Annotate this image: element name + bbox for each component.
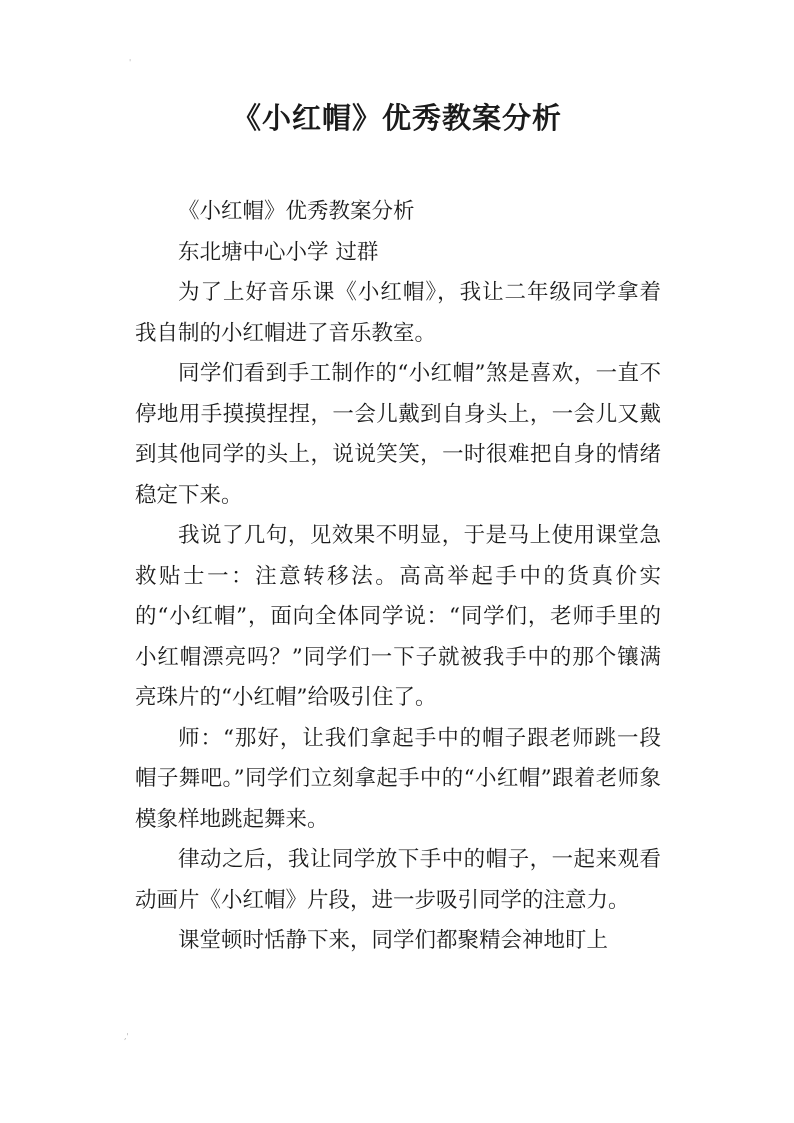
- paragraph: 我说了几句，见效果不明显，于是马上使用课堂急救贴士一：注意转移法。高高举起手中的货真价实的“小红帽”，面向全体同学说：“同学们，老师手里的小红帽漂亮吗？”同学们一下子就被我手中的那个镶满亮珠片的“小红帽”给吸引住了。: [135, 523, 661, 710]
- document-title: 《小红帽》优秀教案分析: [231, 101, 562, 135]
- author-line: 东北塘中心小学 过群: [178, 239, 379, 265]
- paragraph: 课堂顿时恬静下来，同学们都聚精会神地盯上: [178, 928, 609, 953]
- document-body: [135, 192, 661, 962]
- paragraph: 师：“那好，让我们拿起手中的帽子跟老师跳一段帽子舞吧。”同学们立刻拿起手中的“小红帽”跟着老师象模象样地跳起舞来。: [135, 725, 661, 832]
- subtitle-line: 《小红帽》优秀教案分析: [178, 199, 415, 224]
- scan-mark-top: ': [129, 58, 132, 67]
- paragraph: 律动之后，我让同学放下手中的帽子，一起来观看动画片《小红帽》片段，进一步吸引同学的注意力。: [135, 847, 661, 913]
- scan-mark-bottom: ,': [124, 1032, 129, 1041]
- paragraph: 为了上好音乐课《小红帽》，我让二年级同学拿着我自制的小红帽进了音乐教室。: [135, 280, 661, 346]
- paragraph: 同学们看到手工制作的“小红帽”煞是喜欢，一直不停地用手摸摸捏捏，一会儿戴到自身头上，一会儿又戴到其他同学的头上，说说笑笑，一时很难把自身的情绪稳定下来。: [135, 361, 661, 508]
